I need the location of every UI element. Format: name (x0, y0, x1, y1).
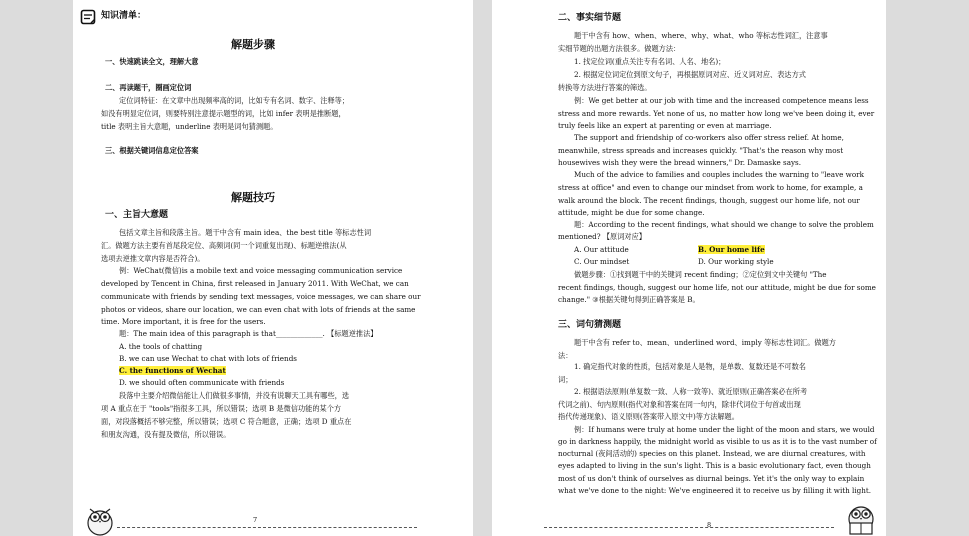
note-icon (80, 9, 96, 25)
section3-line: 题干中含有 refer to、mean、underlined word、imply 等标志性词汇。做题方 (574, 338, 836, 347)
option-c: C. Our mindset (574, 257, 630, 266)
step2-body-line: title 表明主旨大意题，underline 表明是词句猜测题。 (101, 122, 278, 131)
option-a: A. Our attitude (574, 245, 629, 254)
section3-line: 指代传递现象)、语义原则(答案带入原文中)等方法解题。 (558, 412, 739, 421)
section2-line: 实细节题的出题方法很多。做题方法： (558, 44, 681, 53)
example3-line: most of us don't think of ourselves as diurnal beings. Yet it's the only way to explain (558, 474, 865, 483)
section2-line: 转换等方法进行答案的筛选。 (558, 83, 652, 92)
example3-line: nocturnal (夜间活动的) species on this planet. Instead, we are diurnal creatures, with (558, 449, 866, 458)
example-line: 例：We get better at our job with time and the increased competence means less (574, 96, 869, 105)
section2-line: 题干中含有 how、when、where、why、what、who 等标志性词汇，注意事 (574, 31, 828, 40)
step-3: 三、根据关键词信息定位答案 (105, 146, 199, 155)
steps-line: recent findings, though, suggest our home life, not our attitude, might be due for some (558, 283, 876, 292)
step-2: 二、再读题干，圈画定位词 (105, 83, 192, 92)
option-d: D. we should often communicate with friends (119, 378, 285, 387)
example3-line: 例：If humans were truly at home under the light of the moon and stars, we would (574, 425, 875, 434)
question-line: 题：According to the recent findings, what should we change to solve the problem (574, 220, 874, 229)
option-b: B. we can use Wechat to chat with lots of friends (119, 354, 297, 363)
option-b-highlighted: B. Our home life (698, 245, 765, 254)
page-number: 8 (707, 521, 712, 529)
step2-body-line: 定位词特征：在文章中出现频率高的词，比如专有名词、数字、注释等； (119, 96, 350, 105)
steps-line: change." ③根据关键句得到正确答案是 B。 (558, 295, 700, 304)
section3-line: 词； (558, 375, 573, 384)
page-number: 7 (253, 516, 258, 524)
explanation-line: 项 A 重点在于 "tools"指很多工具，所以错误；选项 B 是微信功能的某个方 (101, 404, 342, 413)
example3-line: go in darkness happily, the midnight world as visible to us as it is to the vast number of (558, 437, 877, 446)
example-line: time. More important, it is free for the users. (101, 317, 266, 326)
skills-title: 解题技巧 (231, 191, 275, 204)
example-line: stress at office" and even to change our mindset from work to home, for example, a (558, 183, 863, 192)
example-line: attitude, might be due for some change. (558, 208, 705, 217)
steps-line: 做题步骤：①找到题干中的关键词 recent finding；②定位到文中关键句 "The (574, 270, 827, 279)
example-line: 例：WeChat(微信)is a mobile text and voice messaging communication service (119, 266, 403, 275)
example-line: developed by Tencent in China, first released in January 2011. With WeChat, we can (101, 279, 409, 288)
example-line: Much of the advice to families and couples includes the warning to "leave work (574, 170, 864, 179)
section3-title: 三、词句猜测题 (558, 320, 622, 330)
explanation-line: 面，对段落概括不够完整，所以错误；选项 C 符合题意，正确；选项 D 重点在 (101, 417, 352, 426)
explanation-line: 和朋友沟通，没有提及微信，所以错误。 (101, 430, 231, 439)
section2-title: 二、事实细节题 (558, 13, 622, 23)
footer-divider (117, 527, 417, 528)
section3-line: 代词之前)、句内原则(指代对象和答案在同一句内，除非代词位于句首或出现 (558, 400, 801, 409)
steps-title: 解题步骤 (231, 38, 275, 51)
left-page (73, 0, 473, 536)
option-d: D. Our working style (698, 257, 774, 266)
question-line: mentioned? 【原词对应】 (558, 232, 646, 241)
footer-divider (544, 527, 834, 528)
option-a: A. the tools of chatting (119, 342, 203, 351)
owl-mascot-icon (85, 503, 115, 536)
option-c-highlighted: C. the functions of Wechat (119, 366, 226, 375)
example3-line: what we've done to the night: We've engineered it to receive us by filling it with light. (558, 486, 872, 495)
owl-book-icon (844, 502, 878, 536)
example-line: truly feels like an expert at parenting or even at marriage. (558, 121, 772, 130)
example-line: photos or videos, share our location, we can even chat with lots of friends at the same (101, 305, 416, 314)
example-line: housewives wish they were the bread winners," Dr. Damaske says. (558, 158, 802, 167)
example-line: walk around the block. The recent findings, though, suggest our home life, not our (558, 196, 860, 205)
section2-line: 2. 根据定位词定位到原文句子，再根据原词对应、近义词对应、表达方式 (574, 70, 806, 79)
section1-line: 选项去逆推文章内容是否符合)。 (101, 254, 205, 263)
section3-line: 1. 确定指代对象的性质，包括对象是人是物，是单数、复数还是不可数名 (574, 362, 806, 371)
explanation-line: 段落中主要介绍微信能让人们做很多事情，并没有说聊天工具有哪些，选 (119, 391, 350, 400)
step-1: 一、快速跳读全文，理解大意 (105, 57, 199, 66)
example-line: stress and more rewards. Yet none of us, no matter how long we've been doing it, ever (558, 109, 875, 118)
example3-line: eyes adapted to living in the sun's light. This is a basic evolutionary fact, even though (558, 461, 871, 470)
section2-line: 1. 找定位词(重点关注专有名词、人名、地名)； (574, 57, 726, 66)
section3-line: 2. 根据语法原则(单复数一致、人称一致等)、就近原则(正确答案必在所考 (574, 387, 808, 396)
section1-line: 汇。做题方法主要有首尾段定位、高频词(同一个词重复出现)、标题逆推法(从 (101, 241, 347, 250)
example-line: communicate with friends by sending text messages, voice messages, we can share our (101, 292, 421, 301)
right-page (492, 0, 886, 536)
section3-line: 法： (558, 351, 573, 360)
section1-line: 包括文章主旨和段落主旨。题干中含有 main idea、the best title 等标志性词 (119, 228, 372, 237)
question: 题：The main idea of this paragraph is that_____________. 【标题逆推法】 (119, 329, 378, 338)
section1-title: 一、主旨大意题 (105, 210, 169, 220)
example-line: meanwhile, stress spreads and increases quickly. "That's the reason why most (558, 146, 844, 155)
knowledge-list-heading: 知识清单： (101, 11, 147, 21)
example-line: The support and friendship of co-workers also offer stress relief. At home, (574, 133, 844, 142)
step2-body-line: 如没有明显定位词，则要特别注意提示题型的词，比如 infer 表明是推断题， (101, 109, 346, 118)
